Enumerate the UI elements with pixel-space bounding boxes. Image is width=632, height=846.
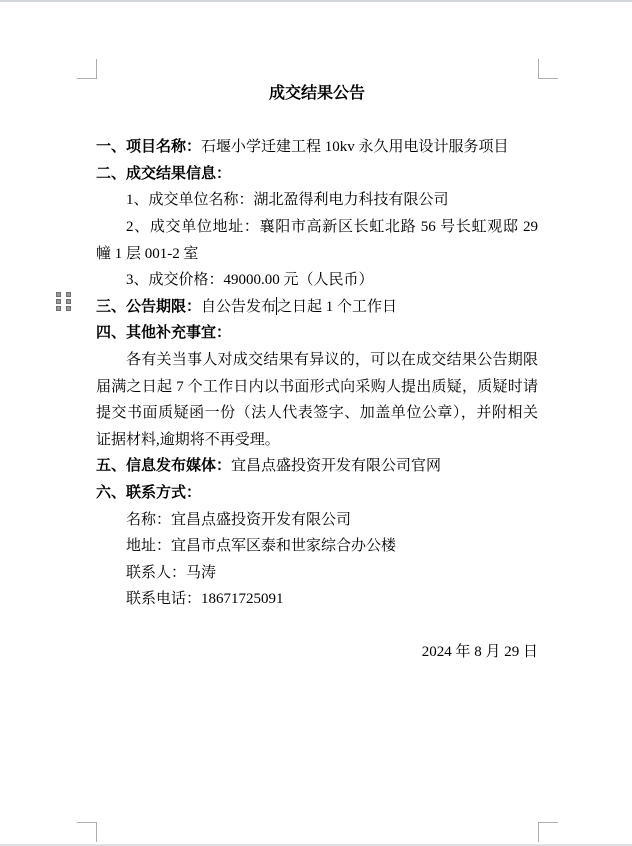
objection-paragraph[interactable] [96,347,538,453]
contact-phone[interactable] [96,586,538,613]
item-winner-address[interactable] [96,214,538,267]
margin-mark-top-right [538,59,558,79]
section-label: 一、项目名称： [96,139,202,156]
section-text: 石堰小学迁建工程 10kv 永久用电设计服务项目 [201,139,509,156]
item-text: 地址：宜昌市点军区泰和世家综合办公楼 [126,538,397,555]
section-label: 三、公告期限： [96,298,202,315]
drag-dot-icon [66,306,71,311]
paragraph-drag-handle[interactable] [56,292,71,311]
contact-address[interactable] [96,533,538,560]
document-title[interactable]: 成交结果公告 [268,85,365,102]
section-6-contact[interactable] [96,480,538,507]
section-2-result-info[interactable] [96,161,538,188]
section-label: 六、联系方式： [96,484,202,501]
section-label: 五、信息发布媒体： [96,458,232,475]
section-3-announcement-period[interactable] [96,294,538,321]
date-text: 2024 年 8 月 29 日 [421,644,538,661]
section-label: 二、成交结果信息： [96,165,232,182]
section-text: 宜昌点盛投资开发有限公司官网 [231,458,442,475]
blank-line[interactable] [96,108,538,135]
margin-mark-bottom-left [77,822,97,842]
section-label: 四、其他补充事宜： [96,325,232,342]
drag-dot-icon [56,292,61,297]
drag-dot-icon [66,299,71,304]
item-text: 联系电话：18671725091 [126,591,284,608]
blank-line[interactable] [96,613,538,640]
page-top-edge [0,0,632,2]
item-text: 1、成交单位名称：湖北盈得利电力科技有限公司 [126,192,449,209]
item-text: 联系人：马涛 [126,564,217,581]
drag-dot-icon [66,292,71,297]
contact-person[interactable] [96,560,538,587]
document-date[interactable] [96,639,538,666]
section-4-other-matters[interactable] [96,320,538,347]
margin-mark-bottom-right [538,822,558,842]
section-5-publish-media[interactable] [96,453,538,480]
contact-name[interactable] [96,507,538,534]
drag-dot-icon [56,306,61,311]
section-text: 之日起 1 个工作日 [277,298,398,315]
document-text-area [96,81,538,666]
drag-dot-icon [56,299,61,304]
margin-mark-top-left [77,59,97,79]
item-text: 名称：宜昌点盛投资开发有限公司 [126,511,352,528]
section-1-project-name[interactable] [96,134,538,161]
item-text: 3、成交价格：49000.00 元（人民币） [126,272,374,289]
item-winner-price[interactable] [96,267,538,294]
section-text: 自公告发布 [201,298,277,315]
paragraph-text: 各有关当事人对成交结果有异议的，可以在成交结果公告期限届满之日起 7 个工作日内以书面形式向采购人提出质疑，质疑时请提交书面质疑函一份（法人代表签字、加盖单位公章），并附相关证据材料,逾期将不再受理。 [96,351,538,448]
item-winner-name[interactable] [96,187,538,214]
item-text: 2、成交单位地址：襄阳市高新区长虹北路 56 号长虹观邸 29 幢 1 层 001-2 室 [96,218,538,262]
